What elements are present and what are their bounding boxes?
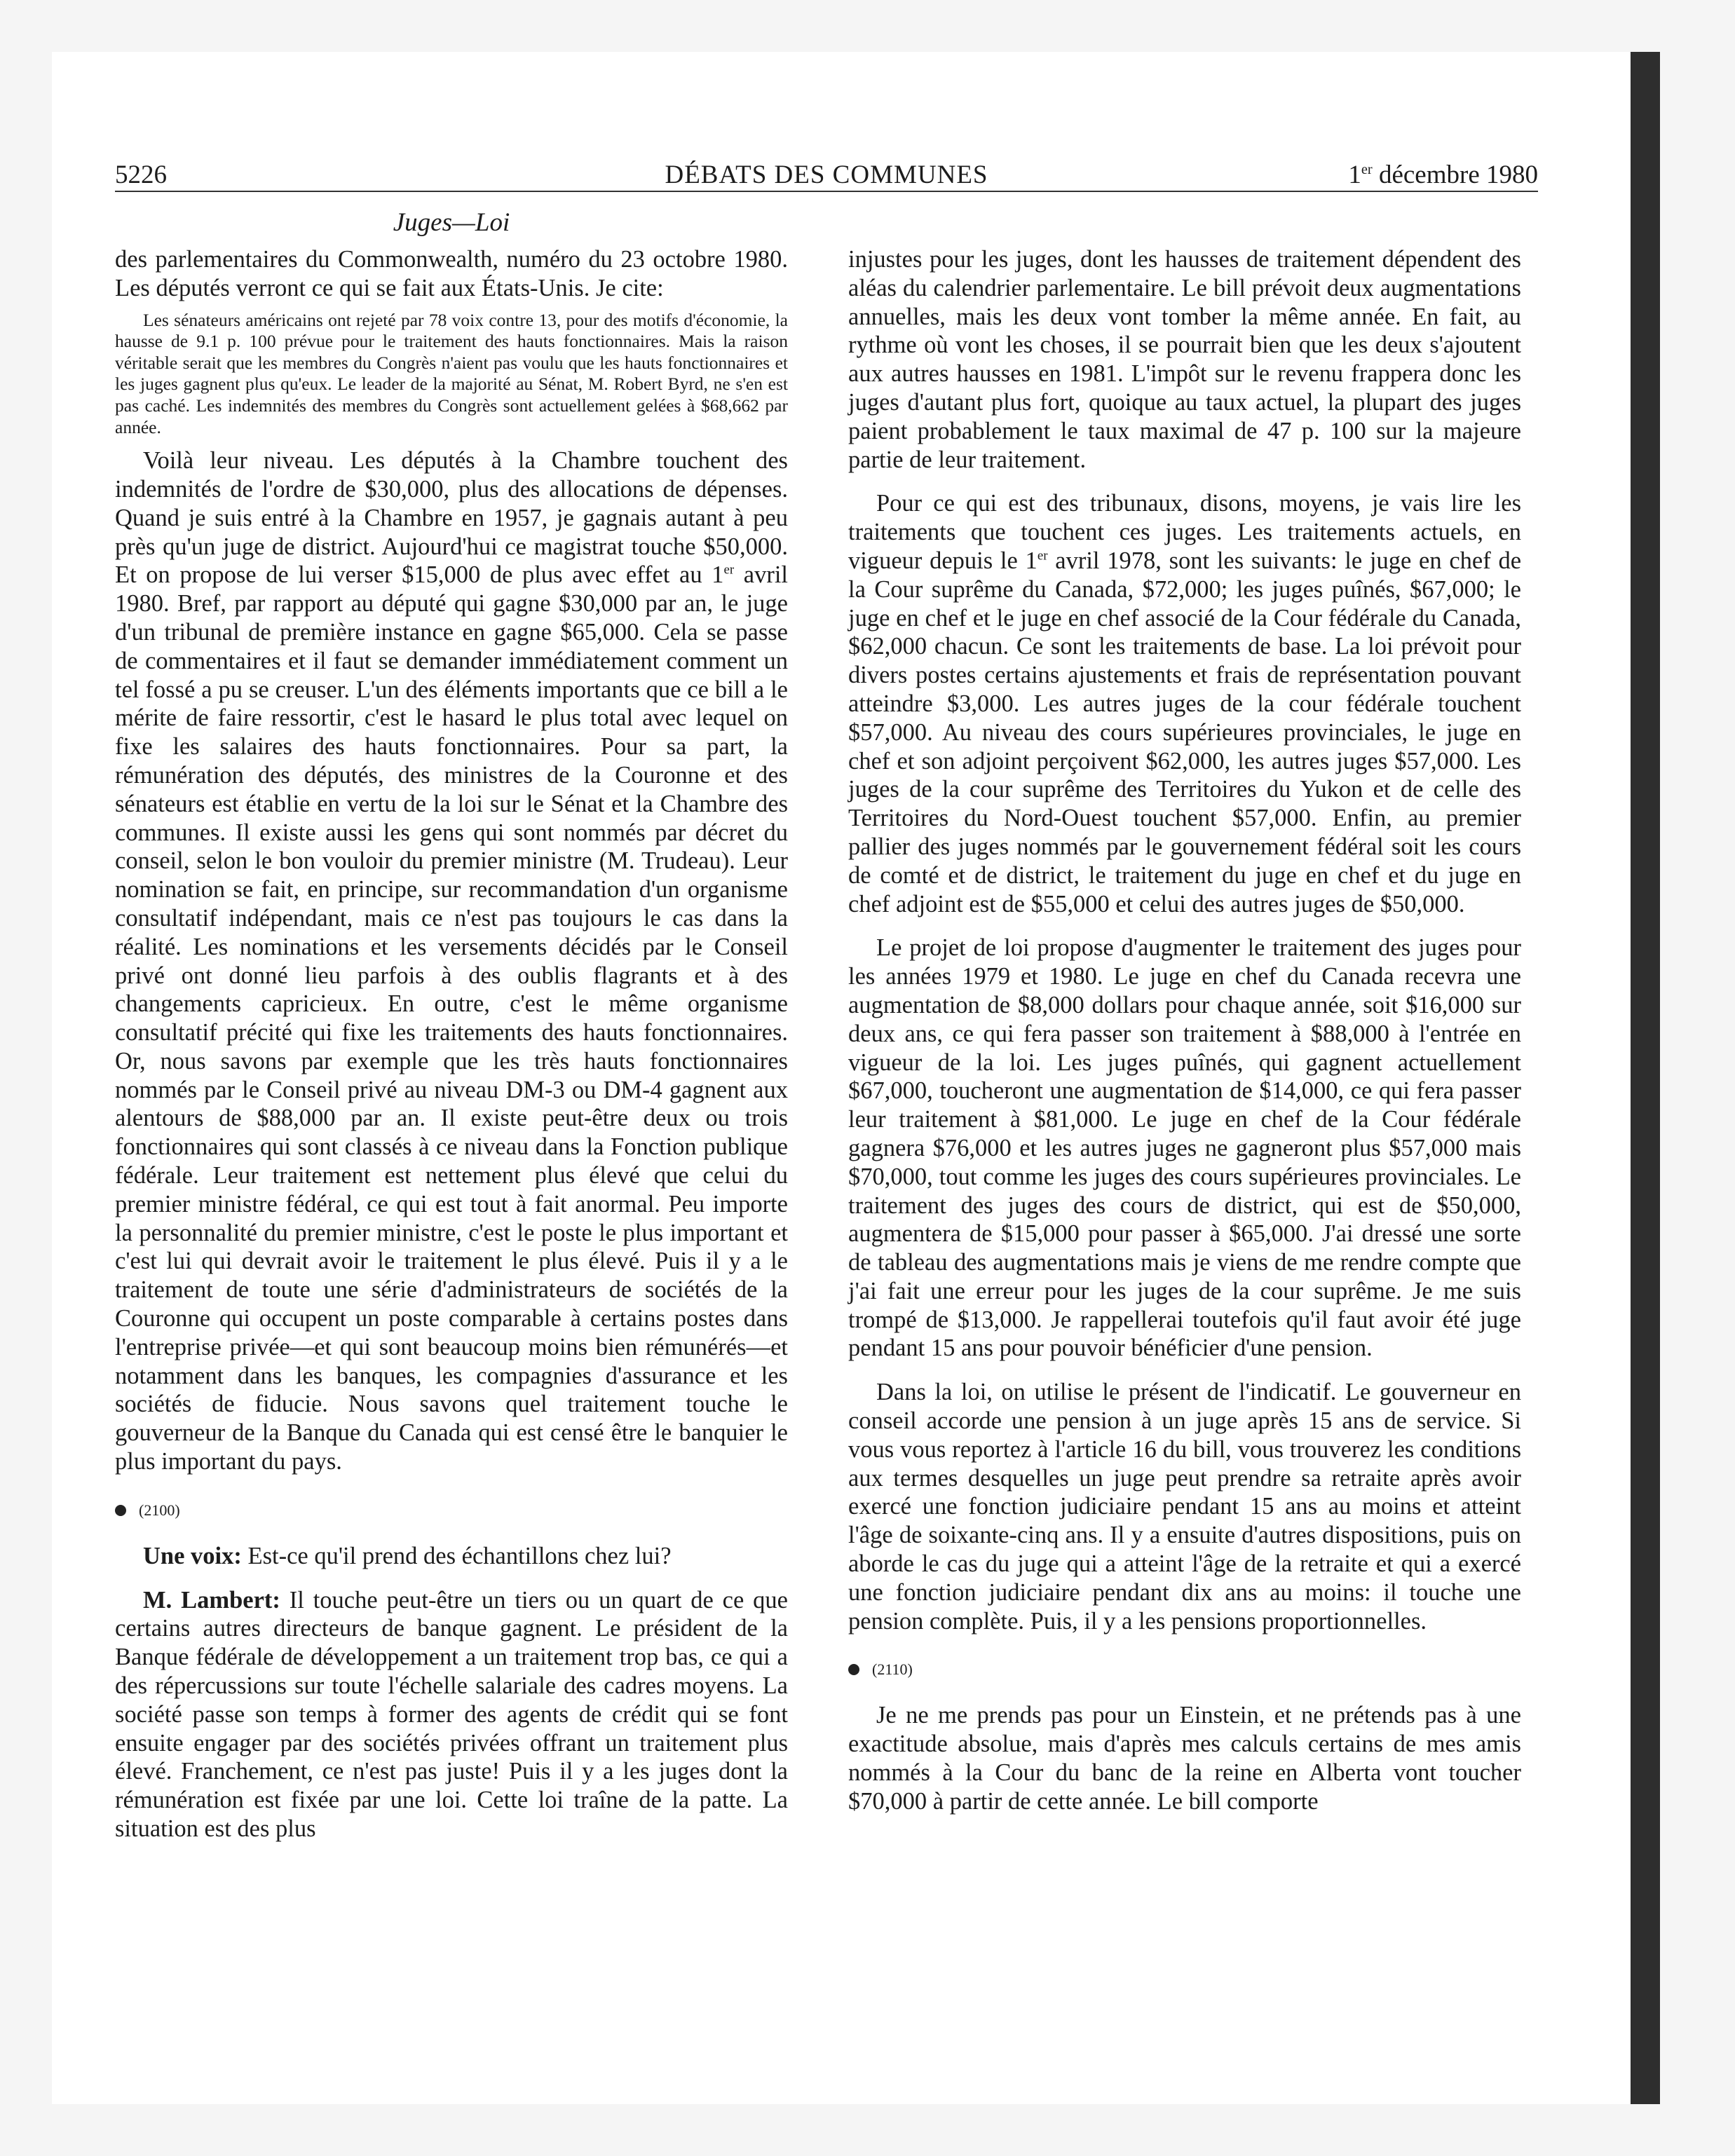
bullet-dot-icon [115, 1505, 126, 1516]
date-rest: décembre 1980 [1372, 161, 1538, 189]
left-paragraph-2 [115, 446, 788, 1476]
time-marker-text: (2110) [872, 1660, 913, 1679]
speaker-une-voix: Une voix: [143, 1542, 242, 1569]
right-column [848, 245, 1521, 1816]
time-marker-2100 [115, 1500, 788, 1521]
time-marker-text: (2100) [139, 1501, 180, 1519]
right-paragraph-2-superscript: er [1037, 548, 1048, 564]
time-marker-2110 [848, 1659, 1521, 1680]
right-paragraph-5: Je ne me prends pas pour un Einstein, et ne prétends pas à une exactitude absolue, mais d'après mes calculs certains de mes amis nommés à la Cour du banc de la reine en Alberta vont toucher $70,000 à partir de cette année. Le bill comporte [848, 1702, 1521, 1815]
scan-edge-bar [1631, 52, 1660, 2104]
date-superscript: er [1361, 161, 1373, 177]
voice-interjection [115, 1542, 788, 1571]
section-subheading: Juges—Loi [393, 208, 510, 237]
date-day: 1 [1348, 161, 1361, 189]
left-column [115, 245, 788, 1843]
right-paragraph-2-rest: avril 1978, sont les suivants: le juge en chef de la Cour suprême du Canada, $72,000; les juges puînés, $67,000; le juge en chef et le juge en chef associé de la Cour fédérale du Canada, $62,000 chacun. Ce sont les traitements de base. La loi prévoit pour divers postes certains ajustements et frais de représentation pouvant atteindre $3,000. Les autres juges de la cour fédérale touchent $57,000. Au niveau des cours supérieures provinciales, le juge en chef et son adjoint perçoivent $62,000, les autres juges $57,000. Les juges de la cour suprême des Territoires du Yukon et de celle des Territoires du Nord-Ouest touchent $57,000. Enfin, au premier pallier des juges nommés par le gouvernement fédéral soit les cours de comté et de district, le traitement du juge en chef et du juge en chef adjoint est de $55,000 et celui des autres juges de $50,000. [848, 547, 1522, 917]
quoted-passage: Les sénateurs américains ont rejeté par 78 voix contre 13, pour des motifs d'économie, la hausse de 9.1 p. 100 prévue pour le traitement des hauts fonctionnaires. Mais la raison véritable serait que les membres du Congrès n'aient pas voulu que les hauts fonctionnaires et les juges gagnent plus qu'eux. Le leader de la majorité au Sénat, M. Robert Byrd, ne s'en est pas caché. Les indemnités des membres du Congrès sont actuellement gelées à $68,662 par année. [115, 309, 788, 437]
right-paragraph-3: Le projet de loi propose d'augmenter le traitement des juges pour les années 1979 et 1980. Le juge en chef du Canada recevra une augmentation de $8,000 dollars pour chaque année, soit $16,000 sur deux ans, ce qui fera passer son traitement à $88,000 à l'entrée en vigueur de la loi. Les juges puînés, qui gagnent actuellement $67,000, toucheront une augmentation de $14,000, ce qui fera passer leur traitement à $81,000. Le juge en chef de la Cour fédérale gagnera $76,000 et les autres juges ne gagneront plus $57,000 mais $70,000, tout comme les juges des cours supérieures provinciales. Le traitement des juges des cours de district, qui est de $50,000, augmentera de $15,000 pour passer à $65,000. J'ai dressé une sorte de tableau des augmentations mais je viens de me rendre compte que j'ai fait une erreur pour les juges de la cour suprême. Je me suis trompé de $13,000. Je rappellerai toutefois qu'il faut avoir été juge pendant 15 ans pour pouvoir bénéficier d'une pension. [848, 934, 1521, 1362]
right-paragraph-2-start: Pour ce qui est des tribunaux, disons, moyens, je vais lire les traitements que touchent ces juges. Les traitements actuels, en vigueur depuis le 1 [848, 490, 1521, 574]
voice-interjection-text: Est-ce qu'il prend des échantillons chez lui? [241, 1542, 672, 1569]
right-paragraph-2 [848, 489, 1521, 918]
left-paragraph-2-rest: avril 1980. Bref, par rapport au député qui gagne $30,000 par an, le juge d'un tribunal de première instance en gagne $65,000. Cela se passe de commentaires et il faut se demander immédiatement comment un tel fossé a pu se creuser. L'un des éléments importants que ce bill a le mérite de faire ressortir, c'est le hasard le plus total avec lequel on fixe les salaires des hauts fonctionnaires. Pour sa part, la rémunération des députés, des ministres de la Couronne et des sénateurs est établie en vertu de la loi sur le Sénat et la Chambre des communes. Il existe aussi les gens qui sont nommés par décret du conseil, selon le bon vouloir du premier ministre (M. Trudeau). Leur nomination se fait, en principe, sur recommandation d'un organisme consultatif indépendant, mais ce n'est pas toujours le cas dans la réalité. Les nominations et les versements décidés par le Conseil privé ont donné lieu parfois à des oublis flagrants et à des changements capricieux. En outre, c'est le même organisme consultatif précité qui fixe les traitements des hauts fonctionnaires. Or, nous savons par exemple que les très hauts fonctionnaires nommés par le Conseil privé au niveau DM-3 ou DM-4 gagnent aux alentours de $88,000 par an. Il existe peut-être deux ou trois fonctionnaires qui sont classés à ce niveau dans la Fonction publique fédérale. Leur traitement est nettement plus élevé que celui du premier ministre fédéral, ce qui est tout à fait anormal. Peu importe la personnalité du premier ministre, c'est le poste le plus important et c'est lui qui devrait avoir le traitement le plus élevé. Puis il y a le traitement de toute une série d'administrateurs de sociétés de la Couronne qui occupent un poste comparable à certains postes dans l'entreprise privée—et qui sont beaucoup moins bien rémunérés—et notamment dans les banques, les compagnies d'assurance et les sociétés de fiducie. Nous savons quel traitement touche le gouverneur de la Banque du Canada qui est censé être le banquier le plus important du pays. [115, 561, 788, 1475]
left-paragraph-2-start: Voilà leur niveau. Les députés à la Chambre touchent des indemnités de l'ordre de $30,000, plus des allocations de dépenses. Quand je suis entré à la Chambre en 1957, je gagnais autant à peu près qu'un juge de district. Aujourd'hui ce magistrat touche $50,000. Et on propose de lui verser $15,000 de plus avec effet au 1 [115, 447, 788, 589]
page-number: 5226 [115, 161, 167, 189]
bullet-dot-icon [848, 1664, 859, 1675]
page-date [1348, 160, 1538, 190]
speaker-m-lambert: M. Lambert: [143, 1586, 280, 1613]
left-paragraph-1: des parlementaires du Commonwealth, numéro du 23 octobre 1980. Les députés verront ce qui se fait aux États-Unis. Je cite: [115, 246, 788, 301]
lambert-speech-text: Il touche peut-être un tiers ou un quart de ce que certains autres directeurs de banque gagnent. Le président de la Banque fédérale de développement a un traitement trop bas, ce qui a des répercussions sur toute l'échelle salariale des cadres moyens. La société passe son temps à former des agents de crédit qui se font ensuite engager par des sociétés privées offrant un traitement plus élevé. Franchement, ce n'est pas juste! Puis il y a les juges dont la rémunération est fixée par une loi. Cette loi traîne de la patte. La situation est des plus [115, 1586, 788, 1843]
page-header [115, 157, 1538, 192]
lambert-speech [115, 1586, 788, 1843]
left-paragraph-2-superscript: er [723, 563, 735, 578]
right-paragraph-4: Dans la loi, on utilise le présent de l'indicatif. Le gouverneur en conseil accorde une pension à un juge après 15 ans de service. Si vous vous reportez à l'article 16 du bill, vous trouverez les conditions aux termes desquelles un juge peut prendre sa retraite après avoir exercé une fonction judiciaire pendant 15 ans au moins et atteint l'âge de soixante-cinq ans. Il y a ensuite d'autres dispositions, puis on aborde le cas du juge qui a atteint l'âge de la retraite et qui a exercé une fonction judiciaire pendant dix ans au moins: il touche une pension complète. Puis, il y a les pensions proportionnelles. [848, 1379, 1521, 1635]
right-paragraph-1: injustes pour les juges, dont les hausses de traitement dépendent des aléas du calendrier parlementaire. Le bill prévoit deux augmentations annuelles, mais les deux vont tomber la même année. En fait, au rythme où vont les choses, il se pourrait bien que les deux s'ajoutent aux autres hausses en 1981. L'impôt sur le revenu frappera donc les juges d'autant plus fort, quoique au taux actuel, la plupart des juges paient probablement le taux maximal de 47 p. 100 sur la majeure partie de leur traitement. [848, 246, 1521, 473]
publication-title: DÉBATS DES COMMUNES [665, 161, 988, 189]
